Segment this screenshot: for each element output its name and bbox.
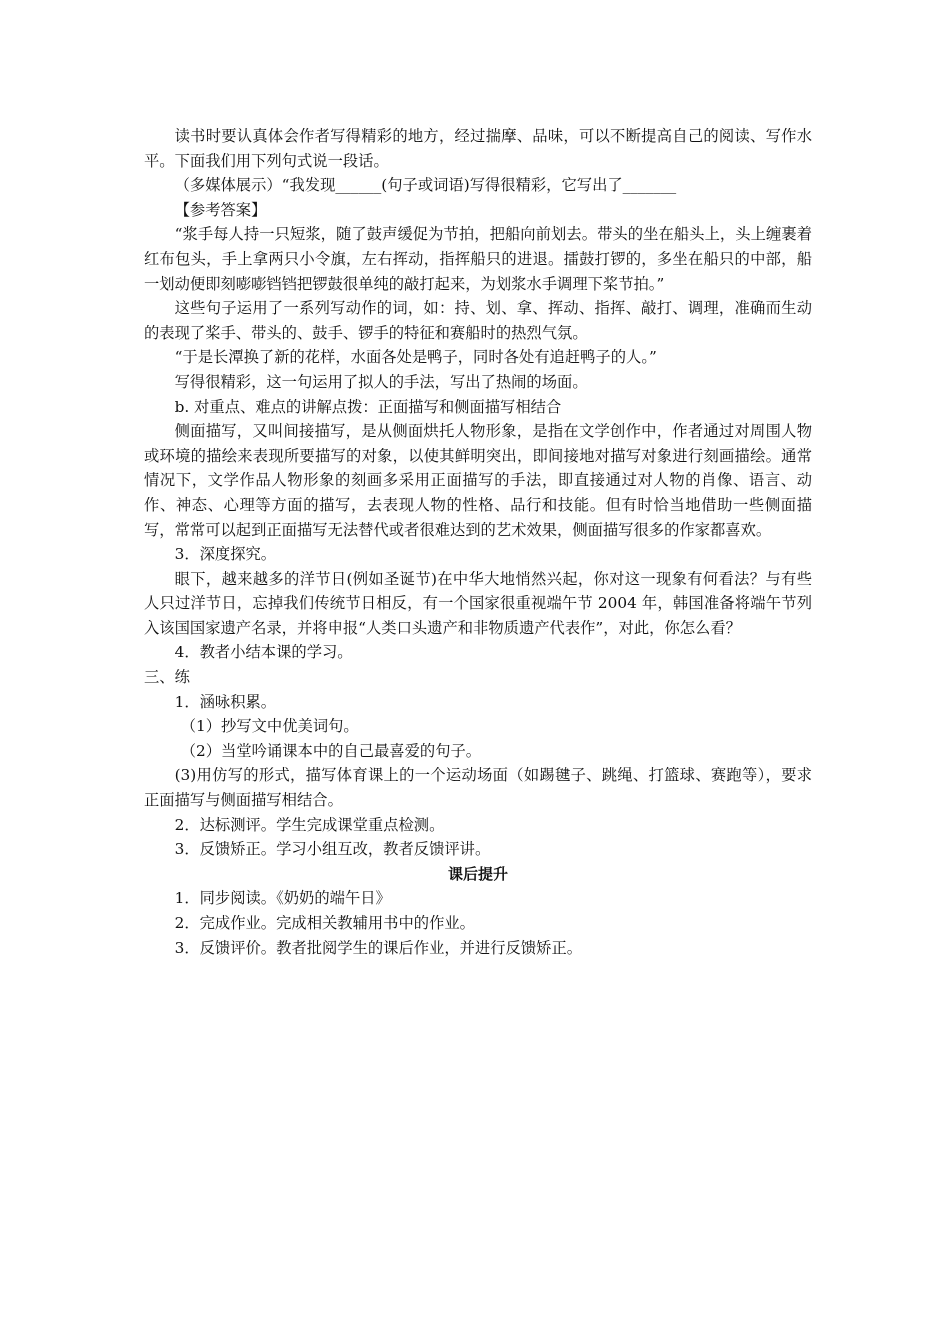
document-body bbox=[144, 124, 812, 960]
festival-discussion-paragraph: 眼下，越来越多的洋节日(例如圣诞节)在中华大地悄然兴起，你对这一现象有何看法？与有些人只过洋节日，忘掉我们传统节日相反，有一个国家很重视端午节 2004 年，韩国准备将端午节列入该国国家遗产名录，并将申报“人类口头遗产和非物质遗产代表作”，对此，你怎么看？ bbox=[144, 569, 812, 637]
key-point-heading: b. 对重点、难点的讲解点拨：正面描写和侧面描写相结合 bbox=[174, 397, 562, 416]
multimedia-prompt: （多媒体展示）“我发现______(句子或词语)写得很精彩，它写出了_______ bbox=[174, 176, 677, 195]
after-class-item-3: 3．反馈评价。教者批阅学生的课后作业，并进行反馈矫正。 bbox=[174, 938, 583, 957]
practice-subitem-3: (3)用仿写的形式，描写体育课上的一个运动场面（如踢毽子、跳绳、打篮球、赛跑等），要求正面描写与侧面描写相结合。 bbox=[144, 766, 812, 810]
analysis-personification: 写得很精彩，这一句运用了拟人的手法，写出了热闹的场面。 bbox=[174, 372, 588, 391]
summary-item: 4．教者小结本课的学习。 bbox=[174, 643, 353, 662]
after-class-heading: 课后提升 bbox=[447, 864, 508, 883]
practice-section-title: 三、练 bbox=[144, 668, 190, 687]
practice-subitem-2: （2）当堂吟诵课本中的自己最喜爱的句子。 bbox=[180, 741, 482, 760]
intro-paragraph: 读书时要认真体会作者写得精彩的地方，经过揣摩、品味，可以不断提高自己的阅读、写作水平。下面我们用下列句式说一段话。 bbox=[144, 127, 812, 170]
quote-paddlers: “浆手每人持一只短浆，随了鼓声缓促为节拍，把船向前划去。带头的坐在船头上，头上缠裹着红布包头，手上拿两只小令旗，左右挥动，指挥船只的进退。擂鼓打锣的，多坐在船只的中部，船一划动便即刻嘭嘭铛铛把锣鼓很单纯的敲打起来，为划浆水手调理下桨节拍。” bbox=[144, 225, 812, 293]
practice-item-1: 1．涵咏积累。 bbox=[174, 692, 277, 711]
analysis-action-words: 这些句子运用了一系列写动作的词，如：持、划、拿、挥动、指挥、敲打、调理，准确而生动的表现了桨手、带头的、鼓手、锣手的特征和赛船时的热烈气氛。 bbox=[144, 299, 812, 342]
practice-item-2: 2．达标测评。学生完成课堂重点检测。 bbox=[174, 815, 445, 834]
deep-inquiry-item: 3．深度探究。 bbox=[174, 545, 277, 564]
quote-ducks: “于是长潭换了新的花样，水面各处是鸭子，同时各处有追赶鸭子的人。” bbox=[174, 348, 657, 367]
practice-item-3: 3．反馈矫正。学习小组互改，教者反馈评讲。 bbox=[174, 840, 491, 859]
after-class-item-2: 2．完成作业。完成相关教辅用书中的作业。 bbox=[174, 914, 475, 932]
practice-subitem-1: （1）抄写文中优美词句。 bbox=[180, 717, 359, 736]
side-description-paragraph: 侧面描写，又叫间接描写，是从侧面烘托人物形象，是指在文学创作中，作者通过对周围人物或环境的描绘来表现所要描写的对象，以使其鲜明突出，即间接地对描写对象进行刻画描绘。通常情况下，文学作品人物形象的刻画多采用正面描写的手法，即直接通过对人物的肖像、语言、动作、神态、心理等方面的描写，去表现人物的性格、品行和技能。但有时恰当地借助一些侧面描写，常常可以起到正面描写无法替代或者很难达到的艺术效果，侧面描写很多的作家都喜欢。 bbox=[144, 422, 812, 539]
reference-answer-label: 【参考答案】 bbox=[174, 200, 267, 219]
after-class-item-1: 1．同步阅读。《奶奶的端午日》 bbox=[174, 889, 391, 908]
